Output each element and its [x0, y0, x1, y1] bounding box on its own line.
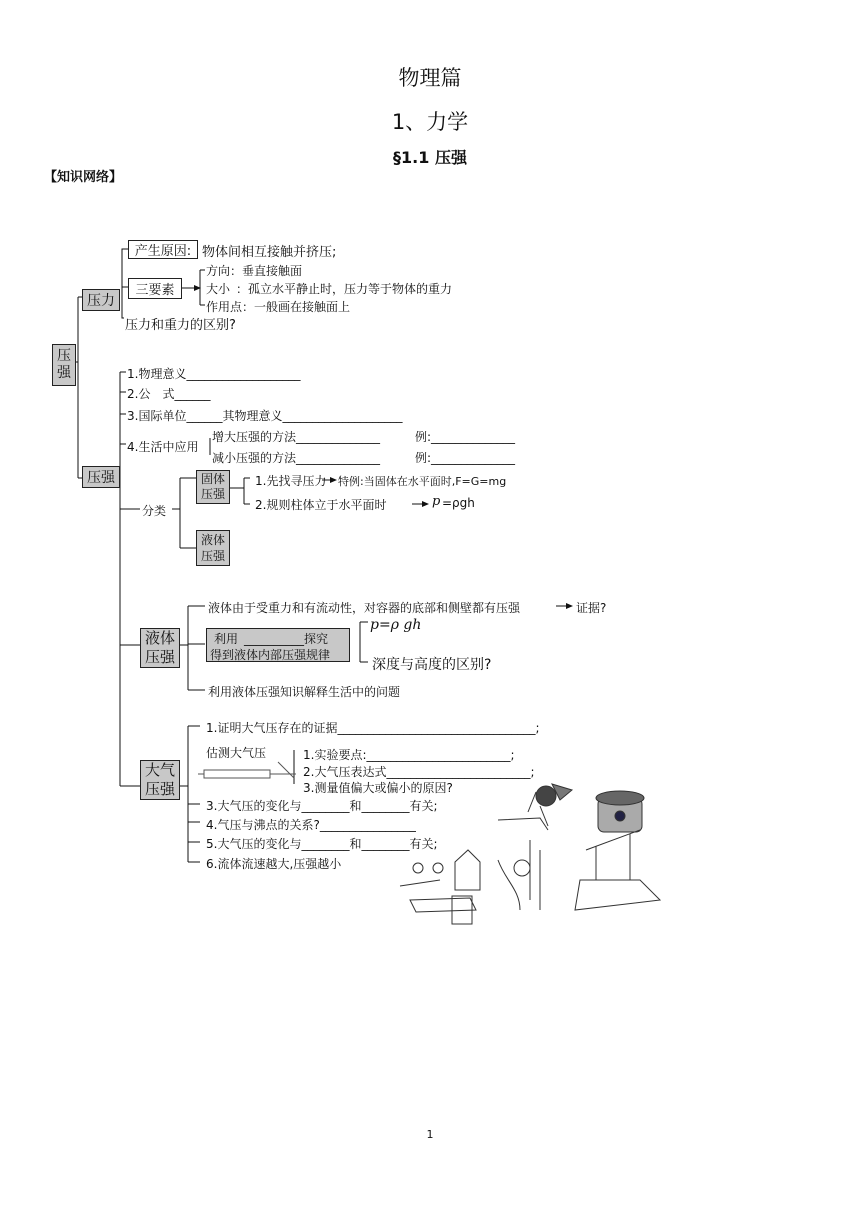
direction-text: 方向：垂直接触面	[206, 264, 303, 278]
liquid-formula: p=ρ gh	[370, 617, 422, 633]
increase-pressure-method: 增大压强的方法______________	[212, 430, 381, 444]
depth-height-question: 深度与高度的区别?	[372, 657, 492, 673]
page-number: 1	[426, 1128, 434, 1141]
pressure-expression: 2.大气压表达式________________________;	[303, 765, 535, 779]
cause-text: 物体间相互接触并挤压;	[202, 245, 337, 260]
solid-special-case: 特例:当固体在水平面时,F=G=mg	[338, 475, 507, 488]
node-atmospheric-pressure: 大气 压强	[140, 760, 180, 800]
formula-item: 2.公 式______	[127, 387, 211, 401]
fluid-velocity-item: 6.流体流速越大,压强越小	[206, 857, 342, 871]
application-point-text: 作用点：一般画在接触面上	[206, 300, 351, 314]
solid-step1-text: 1.先找寻压力	[255, 474, 327, 488]
liquid-pressure-box: 液体 压强	[196, 530, 230, 566]
liquid-life-problems: 利用液体压强知识解释生活中的问题	[208, 685, 401, 699]
solid-step2-text: 2.规则柱体立于水平面时	[255, 498, 387, 512]
cause-box: 产生原因:	[128, 240, 198, 259]
decrease-example: 例:______________	[415, 451, 516, 465]
atmosphere-change-item-5: 5.大气压的变化与________和________有关;	[206, 837, 438, 851]
chapter-heading: 1、力学	[391, 110, 469, 134]
flask-experiment-icon	[498, 784, 572, 830]
atmosphere-change-item-3: 3.大气压的变化与________和________有关;	[206, 799, 438, 813]
knowledge-network-label: 【知识网络】	[44, 170, 123, 185]
estimate-atmosphere-label: 估测大气压	[206, 746, 267, 760]
page-title: 物理篇	[398, 66, 462, 90]
root-node-pressure: 压 强	[52, 344, 76, 386]
three-elements-box: 三要素	[128, 278, 182, 299]
boiling-point-item: 4.气压与沸点的关系?________________	[206, 818, 416, 832]
atmosphere-evidence-item: 1.证明大气压存在的证据_________________________________;	[206, 721, 540, 735]
si-unit-item: 3.国际单位______其物理意义____________________	[127, 409, 403, 423]
experiment-points: 1.实验要点:________________________;	[303, 748, 515, 762]
node-liquid-pressure: 液体 压强	[140, 628, 180, 668]
solid-pressure-box: 固体 压强	[196, 470, 230, 504]
node-pressure-force: 压力	[82, 289, 120, 311]
pressure-cooker-icon	[596, 791, 644, 832]
explore-blank: __________探究	[244, 632, 329, 646]
increase-example: 例:______________	[415, 430, 516, 444]
solid-p-symbol: p	[432, 494, 441, 509]
classify-label: 分类	[142, 504, 167, 518]
evidence-question: 证据?	[576, 601, 607, 615]
node-pressure: 压强	[82, 466, 120, 488]
use-label: 利用	[214, 632, 239, 646]
solid-rho-gh: =ρgh	[442, 496, 475, 510]
magnitude-label: 大小	[206, 282, 231, 296]
decrease-pressure-method: 减小压强的方法______________	[212, 451, 381, 465]
liquid-statement: 液体由于受重力和有流动性，对容器的底部和侧壁都有压强	[208, 601, 521, 615]
life-application-item: 4.生活中应用	[127, 440, 199, 454]
error-reason: 3.测量值偏大或偏小的原因?	[303, 781, 453, 795]
physical-meaning-item: 1.物理意义___________________	[127, 367, 301, 381]
section-heading: §1.1 压强	[393, 148, 467, 167]
magnitude-text: ：孤立水平静止时，压力等于物体的重力	[236, 282, 453, 296]
force-gravity-difference: 压力和重力的区别?	[125, 318, 236, 333]
apparatus-sketches	[400, 830, 660, 924]
liquid-law-text: 得到液体内部压强规律	[210, 648, 331, 662]
